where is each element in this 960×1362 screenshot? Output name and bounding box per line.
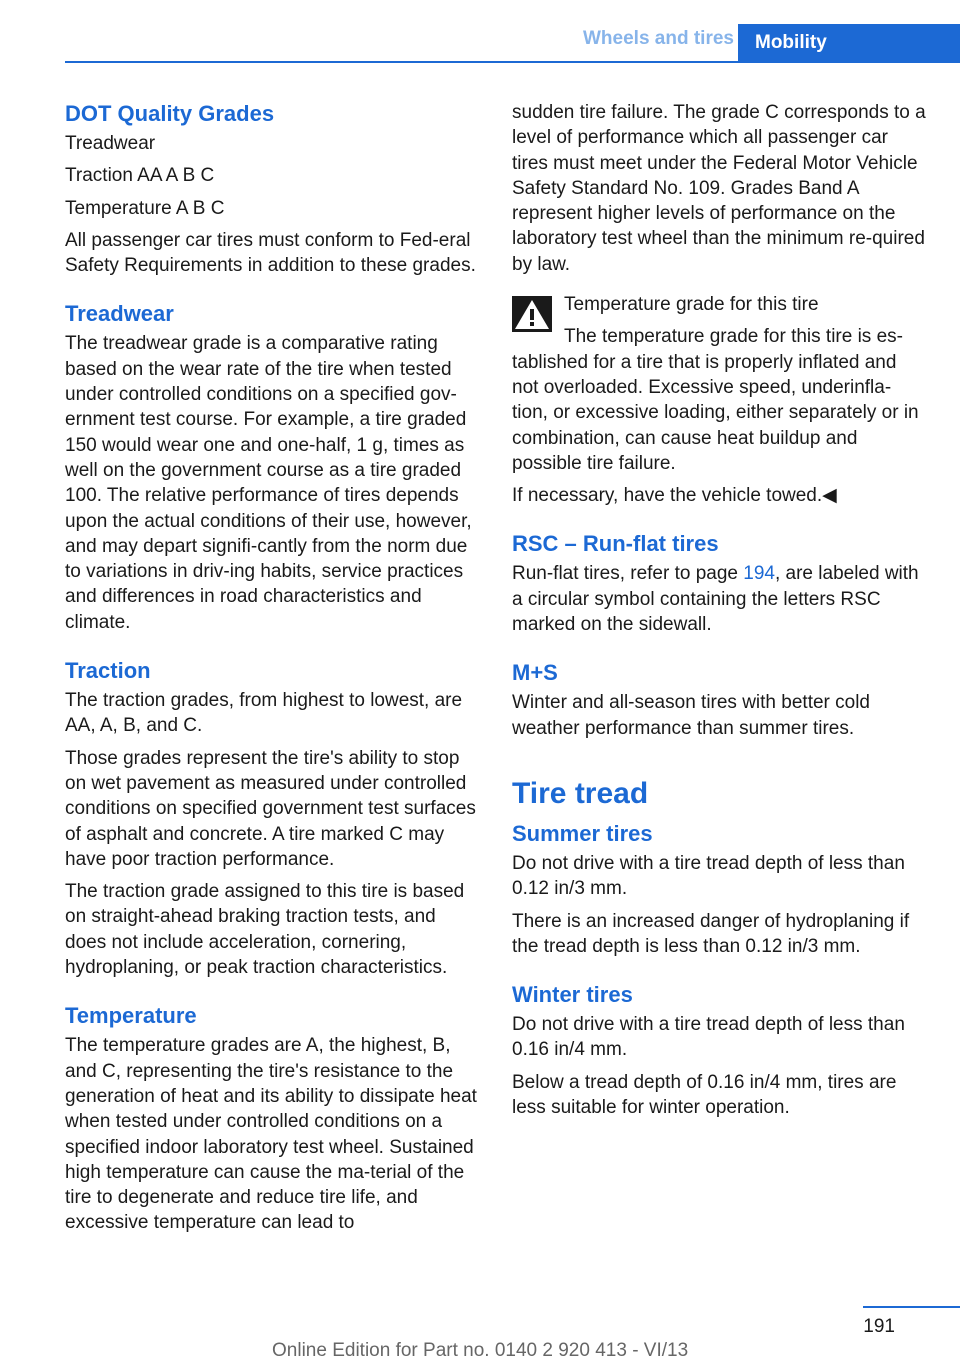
summer-paragraph-1: Do not drive with a tire tread depth of less than 0.12 in/3 mm. xyxy=(512,852,905,900)
page-194-link[interactable]: 194 xyxy=(743,563,775,585)
winter-tires-heading: Winter tires xyxy=(512,982,633,1008)
treadwear-heading: Treadwear xyxy=(65,301,174,327)
tow-text: If necessary, have the vehicle towed.◀ xyxy=(512,485,837,507)
tab-mobility[interactable]: Mobility xyxy=(738,24,960,63)
tab-wheels-and-tires[interactable]: Wheels and tires xyxy=(583,28,734,49)
page-number: 191 xyxy=(863,1316,895,1337)
rsc-text-after: , are labeled with a circular symbol containing the letters RSC marked on the sidewall. xyxy=(512,563,919,636)
ms-paragraph: Winter and all-season tires with better cold weather performance than summer tires. xyxy=(512,692,870,739)
traction-paragraph-3: The traction grade assigned to this tire is based on straight-ahead braking traction tests, and does not include acceleration, cornering, hydroplaning, or peak traction characteristics. xyxy=(65,881,465,979)
rsc-heading: RSC – Run-flat tires xyxy=(512,531,719,557)
dot-paragraph: All passenger car tires must conform to Fed-eral Safety Requirements in addition to these grades. xyxy=(65,229,476,277)
winter-paragraph-1: Do not drive with a tire tread depth of less than 0.16 in/4 mm. xyxy=(512,1014,905,1061)
summer-paragraph-2: There is an increased danger of hydroplaning if the tread depth is less than 0.12 in/3 mm. xyxy=(512,910,910,957)
temperature-paragraph: The temperature grades are A, the highest, B, and C, representing the tire's resistance to the generation of heat and its ability to dissipate heat when tested under controlled conditions on a specified indoor laboratory test wheel. Sustained high temperature can cause the ma-terial of the tire to degenerate and reduce tire life, and excessive temperature can lead to xyxy=(65,1035,477,1234)
rsc-text-before: Run-flat tires, refer to page xyxy=(512,563,744,585)
winter-paragraph-2: Below a tread depth of 0.16 in/4 mm, tires are less suitable for winter operation. xyxy=(512,1071,897,1119)
ms-heading: M+S xyxy=(512,660,558,686)
tire-tread-heading: Tire tread xyxy=(512,776,649,810)
footer-line xyxy=(863,1306,960,1308)
traction-paragraph-1: The traction grades, from highest to lowest, are AA, A, B, and C. xyxy=(65,690,463,737)
rsc-paragraph xyxy=(512,561,927,637)
warning-block xyxy=(512,292,927,508)
temperature-heading: Temperature xyxy=(65,1003,197,1029)
traction-paragraph-2: Those grades represent the tire's ability to stop on wet pavement as measured under controlled conditions on specified government test surfaces of asphalt and concrete. A tire marked C may have poor traction performance. xyxy=(65,747,476,870)
continued-paragraph: sudden tire failure. The grade C corresponds to a level of performance which all passenger car tires must meet under the Federal Motor Vehicle Safety Standard No. 109. Grades Band A represent higher levels of performance on the laboratory test wheel than the minimum re-quired by law. xyxy=(512,102,926,275)
warning-text: The temperature grade for this tire is es-tablished for a tire that is properly inflated and not overloaded. Excessive speed, underinfla-tion, or excessive loading, either separately or in combination, can cause heat buildup and possible tire failure. xyxy=(512,326,919,474)
dot-line-traction: Traction AA A B C xyxy=(65,165,215,187)
treadwear-paragraph: The treadwear grade is a comparative rating based on the wear rate of the tire when tested under controlled conditions on a specified gov-ernment test course. For example, a tire graded 150 would wear one and one-half, 1 g, times as well on the government course as a tire graded 100. The relative performance of tires depends upon the actual conditions of their use, however, and may depart signifi-cantly from the norm due to variations in driv-ing habits, service practices and differences in road characteristics and climate. xyxy=(65,333,472,633)
right-column xyxy=(512,100,927,1127)
traction-heading: Traction xyxy=(65,658,151,684)
dot-line-treadwear: Treadwear xyxy=(65,133,156,154)
warning-title: Temperature grade for this tire xyxy=(564,294,819,316)
left-column xyxy=(65,100,480,1243)
footer-edition-text: Online Edition for Part no. 0140 2 920 413 - VI/13 xyxy=(272,1340,689,1361)
dot-quality-grades-heading: DOT Quality Grades xyxy=(65,101,275,126)
summer-tires-heading: Summer tires xyxy=(512,820,653,846)
dot-line-temperature: Temperature A B C xyxy=(65,197,225,219)
warning-triangle-icon xyxy=(512,296,552,332)
